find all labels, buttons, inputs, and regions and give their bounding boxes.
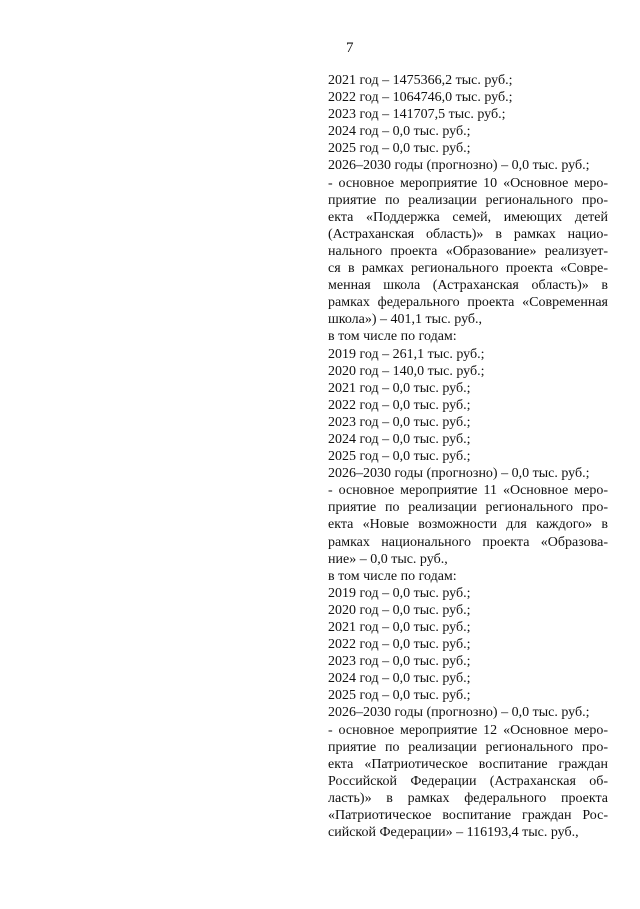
- text-line: сийской Федерации» – 116193,4 тыс. руб.,: [328, 825, 579, 841]
- text-line: 2022 год – 0,0 тыс. руб.;: [328, 637, 471, 653]
- text-line: 2026–2030 годы (прогнозно) – 0,0 тыс. руб.;: [328, 158, 590, 174]
- text-line: 2020 год – 0,0 тыс. руб.;: [328, 602, 471, 618]
- text-line: 2023 год – 0,0 тыс. руб.;: [328, 414, 471, 430]
- text-line: 2023 год – 141707,5 тыс. руб.;: [328, 107, 506, 123]
- text-line: 2024 год – 0,0 тыс. руб.;: [328, 124, 471, 140]
- text-line: 2024 год – 0,0 тыс. руб.;: [328, 671, 471, 687]
- text-line: «Патриотическое воспитание граждан Рос-: [328, 808, 608, 824]
- text-line: ласть)» в рамках федерального проекта: [328, 790, 608, 806]
- text-line: екта «Патриотическое воспитание граждан: [328, 756, 608, 772]
- text-line: в том числе по годам:: [328, 329, 457, 345]
- body-text: [328, 72, 608, 841]
- text-line: 2023 год – 0,0 тыс. руб.;: [328, 654, 471, 670]
- text-line: нального проекта «Образование» реализует-: [328, 243, 608, 259]
- text-line: ние» – 0,0 тыс. руб.,: [328, 551, 448, 567]
- text-line: приятие по реализации регионального про-: [328, 500, 608, 516]
- text-line: приятие по реализации регионального про-: [328, 192, 608, 208]
- text-line: рамках федерального проекта «Современная: [328, 295, 608, 311]
- text-line: 2025 год – 0,0 тыс. руб.;: [328, 449, 471, 465]
- text-line: 2022 год – 1064746,0 тыс. руб.;: [328, 90, 513, 106]
- text-line: - основное мероприятие 10 «Основное меро-: [328, 175, 608, 191]
- text-line: 2021 год – 0,0 тыс. руб.;: [328, 380, 471, 396]
- text-line: менная школа (Астраханская область)» в: [328, 278, 608, 294]
- text-line: в том числе по годам:: [328, 568, 457, 584]
- text-line: приятие по реализации регионального про-: [328, 739, 608, 755]
- text-line: ся в рамках регионального проекта «Совре-: [328, 261, 608, 277]
- text-line: - основное мероприятие 11 «Основное меро-: [328, 483, 608, 499]
- text-line: школа») – 401,1 тыс. руб.,: [328, 312, 483, 328]
- text-line: екта «Новые возможности для каждого» в: [328, 517, 608, 533]
- text-line: 2019 год – 0,0 тыс. руб.;: [328, 585, 471, 601]
- text-line: 2026–2030 годы (прогнозно) – 0,0 тыс. руб.;: [328, 466, 590, 482]
- text-line: екта «Поддержка семей, имеющих детей: [328, 209, 608, 225]
- text-line: 2019 год – 261,1 тыс. руб.;: [328, 346, 485, 362]
- page-number: 7: [346, 40, 354, 56]
- text-line: 2022 год – 0,0 тыс. руб.;: [328, 397, 471, 413]
- text-line: 2020 год – 140,0 тыс. руб.;: [328, 363, 485, 379]
- text-line: 2026–2030 годы (прогнозно) – 0,0 тыс. руб.;: [328, 705, 590, 721]
- text-line: (Астраханская область)» в рамках нацио-: [328, 226, 608, 242]
- text-line: рамках национального проекта «Образова-: [328, 534, 608, 550]
- text-line: 2025 год – 0,0 тыс. руб.;: [328, 688, 471, 704]
- text-line: 2024 год – 0,0 тыс. руб.;: [328, 431, 471, 447]
- text-line: Российской Федерации (Астраханская об-: [328, 773, 608, 789]
- text-line: 2021 год – 1475366,2 тыс. руб.;: [328, 73, 513, 88]
- text-line: 2025 год – 0,0 тыс. руб.;: [328, 141, 471, 157]
- text-line: - основное мероприятие 12 «Основное меро-: [328, 722, 608, 738]
- text-line: 2021 год – 0,0 тыс. руб.;: [328, 620, 471, 635]
